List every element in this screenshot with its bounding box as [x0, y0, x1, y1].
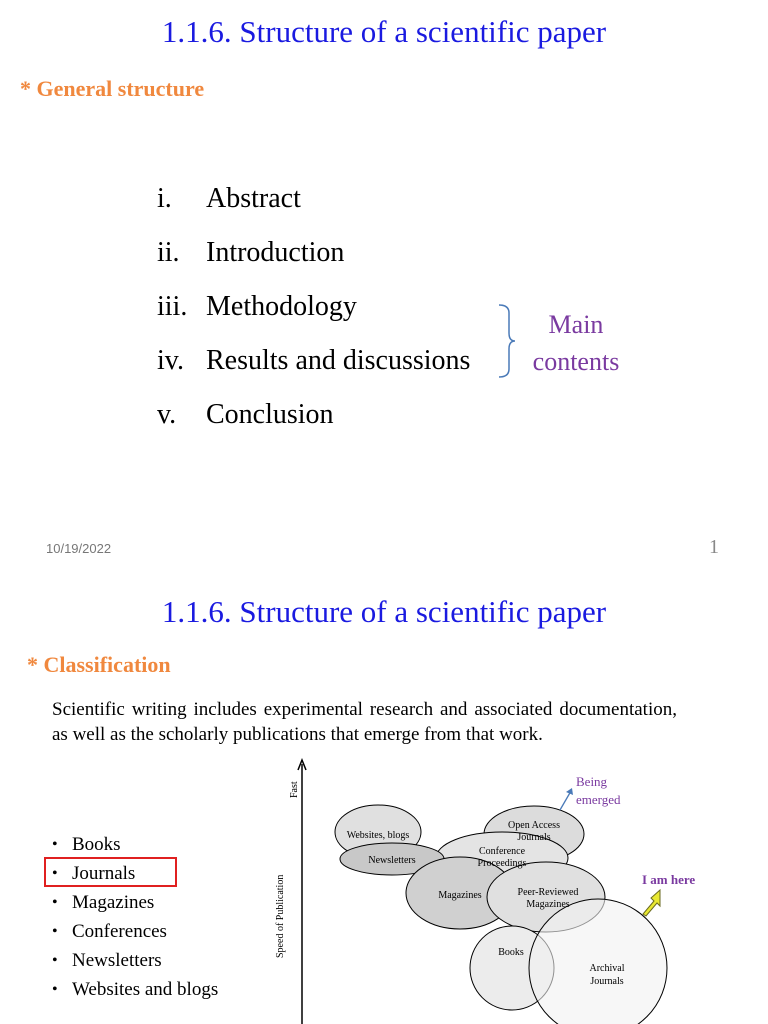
list-item-number: ii. — [157, 237, 180, 268]
list-item-text: Introduction — [206, 237, 345, 268]
bullet-icon: • — [52, 836, 58, 853]
peer-reviewed-label-line2: Magazines — [526, 899, 570, 910]
bullet-text: Books — [72, 834, 121, 855]
highlight-box — [44, 857, 177, 887]
bullet-item — [50, 830, 218, 859]
newsletters-label: Newsletters — [368, 855, 416, 866]
list-item-number: iv. — [157, 345, 184, 376]
bullet-item — [50, 975, 218, 1004]
bullet-item — [50, 917, 218, 946]
bullet-icon: • — [52, 981, 58, 998]
conference-label-line2: Proceedings — [477, 858, 527, 869]
conference-label-line1: Conference — [478, 846, 526, 857]
emerged-arrow-line — [560, 791, 571, 810]
list-item-number: i. — [157, 183, 172, 214]
slide-title: 1.1.6. Structure of a scientific paper — [161, 14, 607, 49]
being-emerged-line1: Being — [576, 774, 608, 789]
list-item-text: Results and discussions — [206, 345, 471, 376]
axis-top-label: Fast — [289, 781, 300, 798]
being-emerged-line2: emerged — [576, 792, 621, 807]
bullet-icon: • — [52, 894, 58, 911]
main-contents-line: Main — [548, 310, 604, 339]
list-item-text: Methodology — [206, 291, 357, 322]
peer-reviewed-label-line1: Peer-Reviewed — [517, 887, 579, 898]
main-contents-label — [520, 306, 632, 380]
main-contents-line: contents — [532, 347, 620, 376]
open-access-label-line2: Journals — [517, 832, 551, 843]
publication-venues-diagram — [268, 758, 708, 1024]
i-am-here-label: I am here — [642, 872, 696, 887]
list-item-text: Abstract — [206, 183, 301, 214]
bullet-icon: • — [52, 952, 58, 969]
slide-2 — [0, 574, 768, 1024]
bullet-text: Conferences — [72, 921, 167, 942]
axis-label: Speed of Publication — [275, 874, 286, 958]
bullet-text: Newsletters — [72, 950, 162, 971]
archival-label-line1: Archival — [589, 963, 625, 974]
intro-paragraph: Scientific writing includes experimental research and associated documentation, as well as the scholarly publications that emerge from that work. — [52, 699, 677, 745]
bullet-item — [50, 946, 218, 975]
websites-label: Websites, blogs — [346, 830, 410, 841]
yellow-arrow-icon — [643, 890, 660, 916]
list-item-number: v. — [157, 399, 177, 430]
magazines-label: Magazines — [438, 890, 482, 901]
list-item-text: Conclusion — [206, 399, 334, 430]
section-heading: * Classification — [27, 652, 171, 677]
bullet-text: Magazines — [72, 892, 155, 913]
books-label: Books — [498, 947, 524, 958]
page-number: 1 — [709, 536, 719, 558]
bullet-item — [50, 888, 218, 917]
footer-date: 10/19/2022 — [46, 541, 112, 556]
bullet-text: Journals — [72, 863, 136, 884]
archival-label-line2: Journals — [590, 976, 624, 987]
slide-title: 1.1.6. Structure of a scientific paper — [161, 594, 607, 629]
bullet-icon: • — [52, 865, 58, 882]
open-access-label-line1: Open Access — [508, 820, 560, 831]
list-item-number: iii. — [157, 291, 188, 322]
bullet-text: Websites and blogs — [72, 979, 219, 1000]
curly-bracket-icon — [497, 303, 517, 379]
section-heading: * General structure — [20, 76, 205, 101]
bullet-icon: • — [52, 923, 58, 940]
